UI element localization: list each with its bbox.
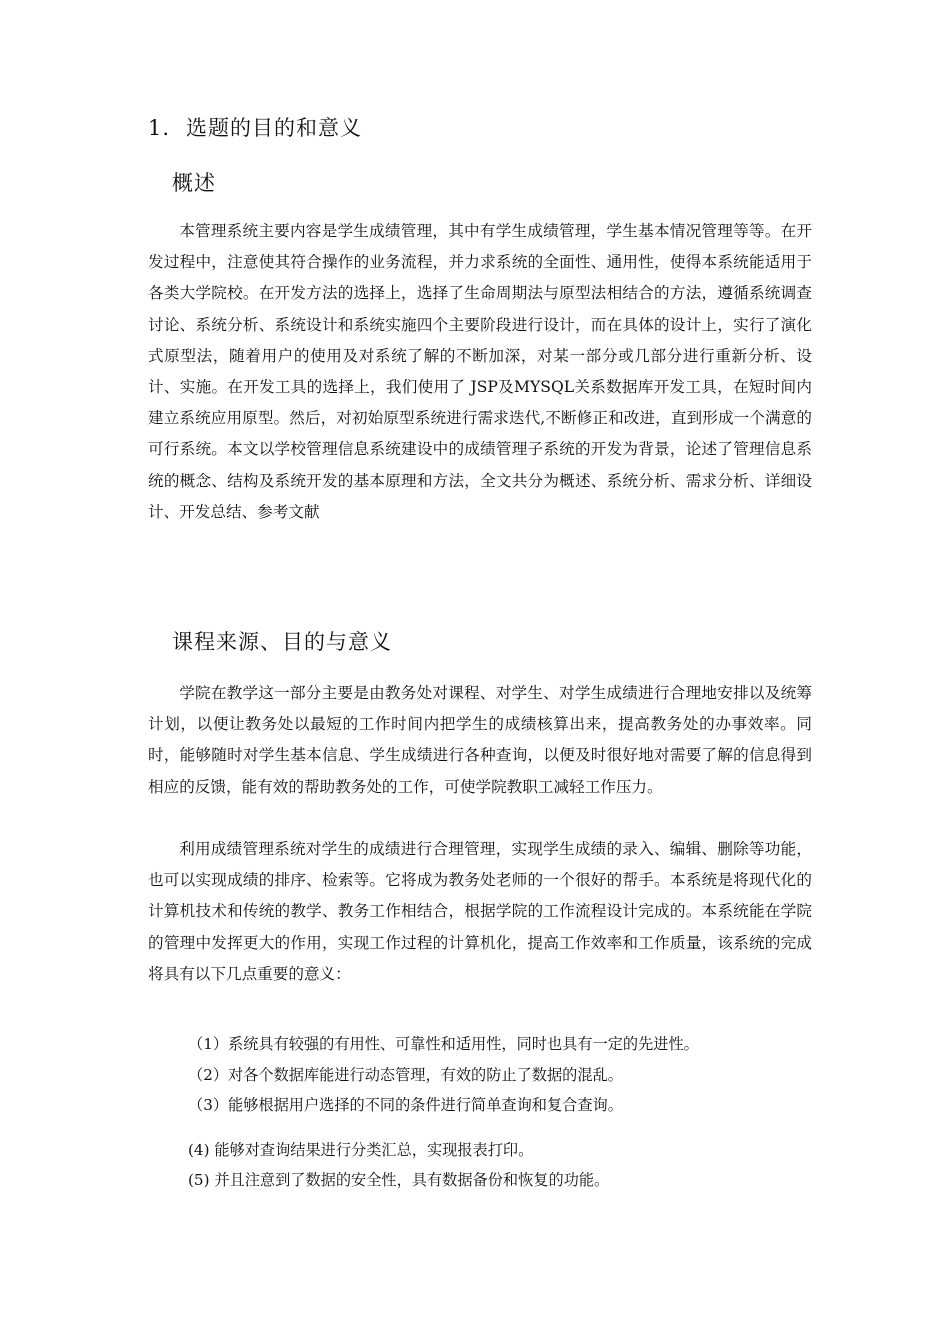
section-title-origin: 课程来源、目的与意义 bbox=[172, 630, 392, 654]
chapter-title: 选题的目的和意义 bbox=[186, 116, 362, 140]
list-item: （2）对各个数据库能进行动态管理，有效的防止了数据的混乱。 bbox=[188, 1065, 623, 1084]
significance-list-a bbox=[188, 1029, 699, 1121]
chapter-heading bbox=[148, 112, 362, 142]
significance-list-b bbox=[188, 1135, 609, 1195]
list-item: (5) 并且注意到了数据的安全性，具有数据备份和恢复的功能。 bbox=[188, 1171, 610, 1189]
list-item: （3）能够根据用户选择的不同的条件进行简单查询和复合查询。 bbox=[188, 1096, 623, 1114]
overview-paragraph: 本管理系统主要内容是学生成绩管理，其中有学生成绩管理，学生基本情况管理等等。在开发过程中，注意使其符合操作的业务流程，并力求系统的全面性、通用性，使得本系统能适用于各类大学院校。在开发方法的选择上，选择了生命周期法与原型法相结合的方法，遵循系统调查讨论、系统分析、系统设计和系统实施四个主要阶段进行设计，而在具体的设计上，实行了演化式原型法，随着用户的使用及对系统了解的不断加深，对某一部分或几部分进行重新分析、设计、实施。在开发工具的选择上，我们使用了 JSP及MYSQL关系数据库开发工具，在短时间内建立系统应用原型。然后，对初始原型系统进行需求迭代,不断修正和改进，直到形成一个满意的可行系统。本文以学校管理信息系统建设中的成绩管理子系统的开发为背景，论述了管理信息系统的概念、结构及系统开发的基本原理和方法，全文共分为概述、系统分析、需求分析、详细设计、开发总结、参考文献 bbox=[148, 222, 812, 521]
chapter-number: 1. bbox=[148, 116, 171, 140]
origin-paragraph-2: 利用成绩管理系统对学生的成绩进行合理管理，实现学生成绩的录入、编辑、删除等功能，也可以实现成绩的排序、检索等。它将成为教务处老师的一个很好的帮手。本系统是将现代化的计算机技术和传统的教学、教务工作相结合，根据学院的工作流程设计完成的。本系统能在学院的管理中发挥更大的作用，实现工作过程的计算机化，提高工作效率和工作质量，该系统的完成将具有以下几点重要的意义： bbox=[148, 840, 812, 983]
list-item: （1）系统具有较强的有用性、可靠性和适用性，同时也具有一定的先进性。 bbox=[188, 1035, 699, 1053]
list-item: (4) 能够对查询结果进行分类汇总，实现报表打印。 bbox=[188, 1141, 534, 1159]
origin-paragraph-1: 学院在教学这一部分主要是由教务处对课程、对学生、对学生成绩进行合理地安排以及统筹计划，以便让教务处以最短的工作时间内把学生的成绩核算出来，提高教务处的办事效率。同时，能够随时对学生基本信息、学生成绩进行各种查询，以便及时很好地对需要了解的信息得到相应的反馈，能有效的帮助教务处的工作，可使学院教职工减轻工作压力。 bbox=[148, 684, 812, 796]
section-title-overview: 概述 bbox=[172, 171, 216, 195]
